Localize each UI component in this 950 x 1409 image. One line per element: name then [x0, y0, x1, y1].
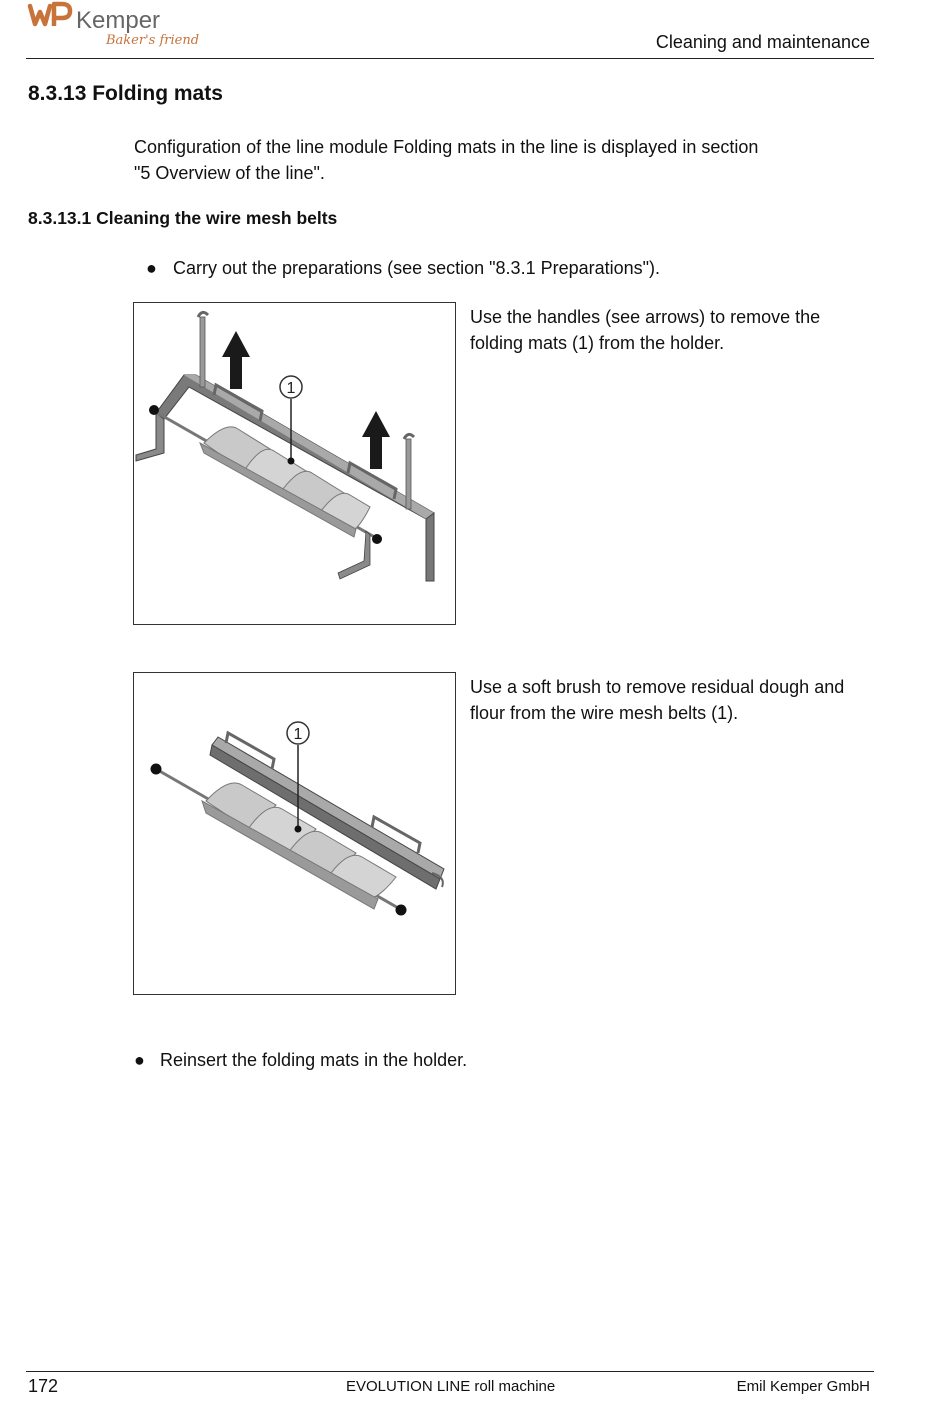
- logo-brand-text: Kemper: [76, 7, 161, 34]
- figure1-callout-label: 1: [286, 380, 296, 397]
- bullet-text: Carry out the preparations (see section "8.3.1 Preparations").: [173, 258, 661, 278]
- figure-remove-folding-mats: [133, 302, 456, 625]
- bullet-text: Reinsert the folding mats in the holder.: [160, 1050, 468, 1070]
- logo-tagline-text: Baker's friend: [106, 33, 200, 48]
- footer-divider: [26, 1371, 874, 1372]
- figure2-caption: [470, 674, 870, 726]
- figure1-caption-line-2: folding mats (1) from the holder.: [470, 333, 725, 353]
- figure1-caption: [470, 304, 870, 356]
- intro-line-1: Configuration of the line module Folding mats in the line is displayed in section: [134, 137, 759, 157]
- intro-line-2: "5 Overview of the line".: [134, 163, 325, 183]
- figure2-caption-line-1: Use a soft brush to remove residual dough and: [470, 677, 845, 697]
- subsection-heading: 8.3.13.1 Cleaning the wire mesh belts: [28, 208, 338, 228]
- kemper-logo: [26, 0, 200, 52]
- page-number: 172: [28, 1376, 59, 1396]
- figure2-caption-line-2: flour from the wire mesh belts (1).: [470, 703, 739, 723]
- footer-company: Emil Kemper GmbH: [736, 1378, 870, 1395]
- figure2-callout-label: 1: [293, 726, 303, 743]
- footer-document-title: EVOLUTION LINE roll machine: [346, 1378, 556, 1395]
- figure1-caption-line-1: Use the handles (see arrows) to remove the: [470, 307, 821, 327]
- header-divider: [26, 58, 874, 59]
- bullet-dot-icon: ●: [146, 258, 157, 278]
- header-section-title: Cleaning and maintenance: [655, 32, 870, 52]
- figure-brush-wire-mesh-belts: [133, 672, 456, 995]
- section-heading: 8.3.13 Folding mats: [28, 82, 223, 105]
- bullet-dot-icon: ●: [134, 1050, 145, 1070]
- intro-paragraph: [134, 134, 834, 186]
